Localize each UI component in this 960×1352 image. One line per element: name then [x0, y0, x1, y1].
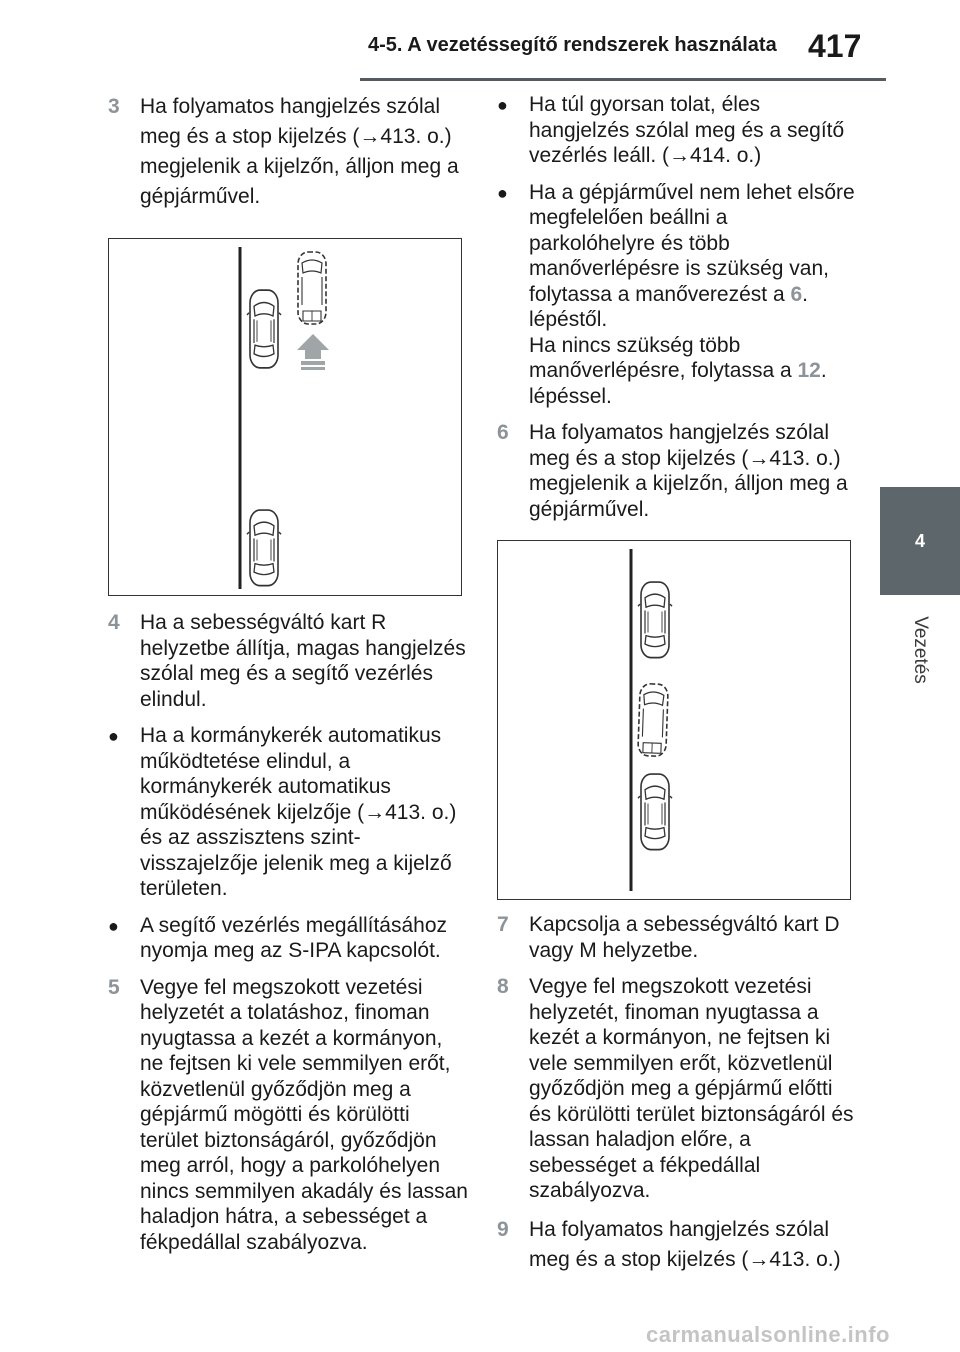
- bullet-text-part: . lépéssel.: [529, 359, 827, 408]
- bullet-text-part: Ha a gépjárművel nem lehet elsőre megfelelően beállni a parkolóhelyre és több manőverlépésre is szükség van, folytassa a manőverezést a: [529, 180, 855, 306]
- bullet-item: [108, 723, 468, 902]
- step-4: [108, 610, 468, 712]
- step-reference: 12: [797, 359, 821, 382]
- bullet-text: Ha túl gyorsan tolat, éles hangjelzés szólal meg és a segítő vezérlés leáll. (→414. o.): [529, 93, 845, 167]
- own-car-icon: [638, 684, 668, 757]
- chapter-side-label: [880, 600, 960, 700]
- bullet-text-part: . lépéstől.: [529, 282, 808, 331]
- own-car-icon: [298, 252, 326, 324]
- step-number: 5: [108, 975, 120, 999]
- step-6: [497, 420, 857, 522]
- bullet-icon: ●: [497, 95, 508, 115]
- page-number: 417: [808, 28, 862, 64]
- chapter-tab[interactable]: [880, 487, 960, 595]
- step-number: 6: [497, 421, 509, 444]
- step-text: Ha a sebességváltó kart R helyzetbe állítja, magas hangjelzés szólal meg és a segítő vezérlés elindul.: [140, 611, 466, 711]
- chapter-side-label-text: Vezetés: [909, 616, 931, 684]
- bullet-icon: ●: [108, 915, 119, 936]
- parked-car-icon: [247, 290, 281, 368]
- chapter-tab-number: 4: [914, 530, 925, 551]
- bullet-icon: ●: [108, 726, 119, 746]
- parked-car-icon: [638, 582, 672, 658]
- step-text: Kapcsolja a sebességváltó kart D vagy M helyzetbe.: [529, 913, 840, 962]
- step-number: 4: [108, 611, 120, 634]
- bullet-item: [497, 92, 857, 169]
- left-column: [108, 92, 468, 1266]
- step-9: [497, 1215, 857, 1275]
- bullet-text: [529, 180, 857, 410]
- step-number: 8: [497, 975, 509, 998]
- parked-car-icon: [247, 510, 281, 586]
- bullet-text-part: Ha nincs szükség több manőverlépésre, folytassa a: [529, 333, 798, 382]
- header-rule: [360, 78, 886, 81]
- right-column: [497, 92, 857, 1286]
- step-reference: 6: [790, 282, 803, 306]
- step-text: Ha folyamatos hangjelzés szólal meg és a stop kijelzés (→413. o.) megjelenik a kijelzőn, álljon meg a gépjárművel.: [529, 421, 848, 521]
- step-text: Vegye fel megszokott vezetési helyzetét a tolatáshoz, finoman nyugtassa a kezét a kormányon, ne fejtsen ki vele semmilyen erőt, közvetlenül győződjön meg a gépjármű mögötti és körülötti terület biztonságáról, győződjön meg arról, hogy a parkolóhelyen nincs semmilyen akadály és lassan haladjon hátra, a sebességet a fékpedállal szabályozva.: [140, 975, 468, 1254]
- step-5: [108, 975, 468, 1256]
- forward-arrow-icon: [297, 334, 329, 359]
- bullet-text: A segítő vezérlés megállításához nyomja meg az S-IPA kapcsolót.: [140, 913, 448, 962]
- step-text: Vegye fel megszokott vezetési helyzetét, finoman nyugtassa a kezét a kormányon, ne fejtsen ki vele semmilyen erőt, közvetlenül győződjön meg a gépjármű előtti és körülötti terület biztonságáról és lassan haladjon előre, a sebességet a fékpedállal szabályozva.: [529, 975, 854, 1202]
- step-8: [497, 974, 857, 1204]
- bullet-item: [108, 913, 468, 964]
- bullet-icon: ●: [497, 182, 508, 203]
- step-text: Ha folyamatos hangjelzés szólal meg és a stop kijelzés (→413. o.) megjelenik a kijelzőn, álljon meg a gépjárművel.: [140, 95, 459, 208]
- step-number: 3: [108, 95, 120, 118]
- step-number: 9: [497, 1217, 509, 1241]
- parked-car-icon: [638, 774, 672, 850]
- step-number: 7: [497, 913, 509, 936]
- step-3: [108, 92, 468, 212]
- bullet-item: [497, 180, 857, 410]
- step-text: Ha folyamatos hangjelzés szólal meg és a stop kijelzés (→413. o.): [529, 1217, 841, 1271]
- bullet-text: Ha a kormánykerék automatikus működtetése elindul, a kormánykerék automatikus működésének kijelzője (→413. o.) és az asszisztens szint-visszajelzője jelenik meg a kijelző területen.: [140, 724, 457, 900]
- chapter-header-title: 4-5. A vezetéssegítő rendszerek használata: [368, 34, 777, 56]
- parking-diagram-1: [108, 238, 462, 596]
- parking-diagram-2: [497, 540, 851, 900]
- step-7: [497, 912, 857, 963]
- footer-watermark: carmanualsonline.info: [646, 1322, 890, 1347]
